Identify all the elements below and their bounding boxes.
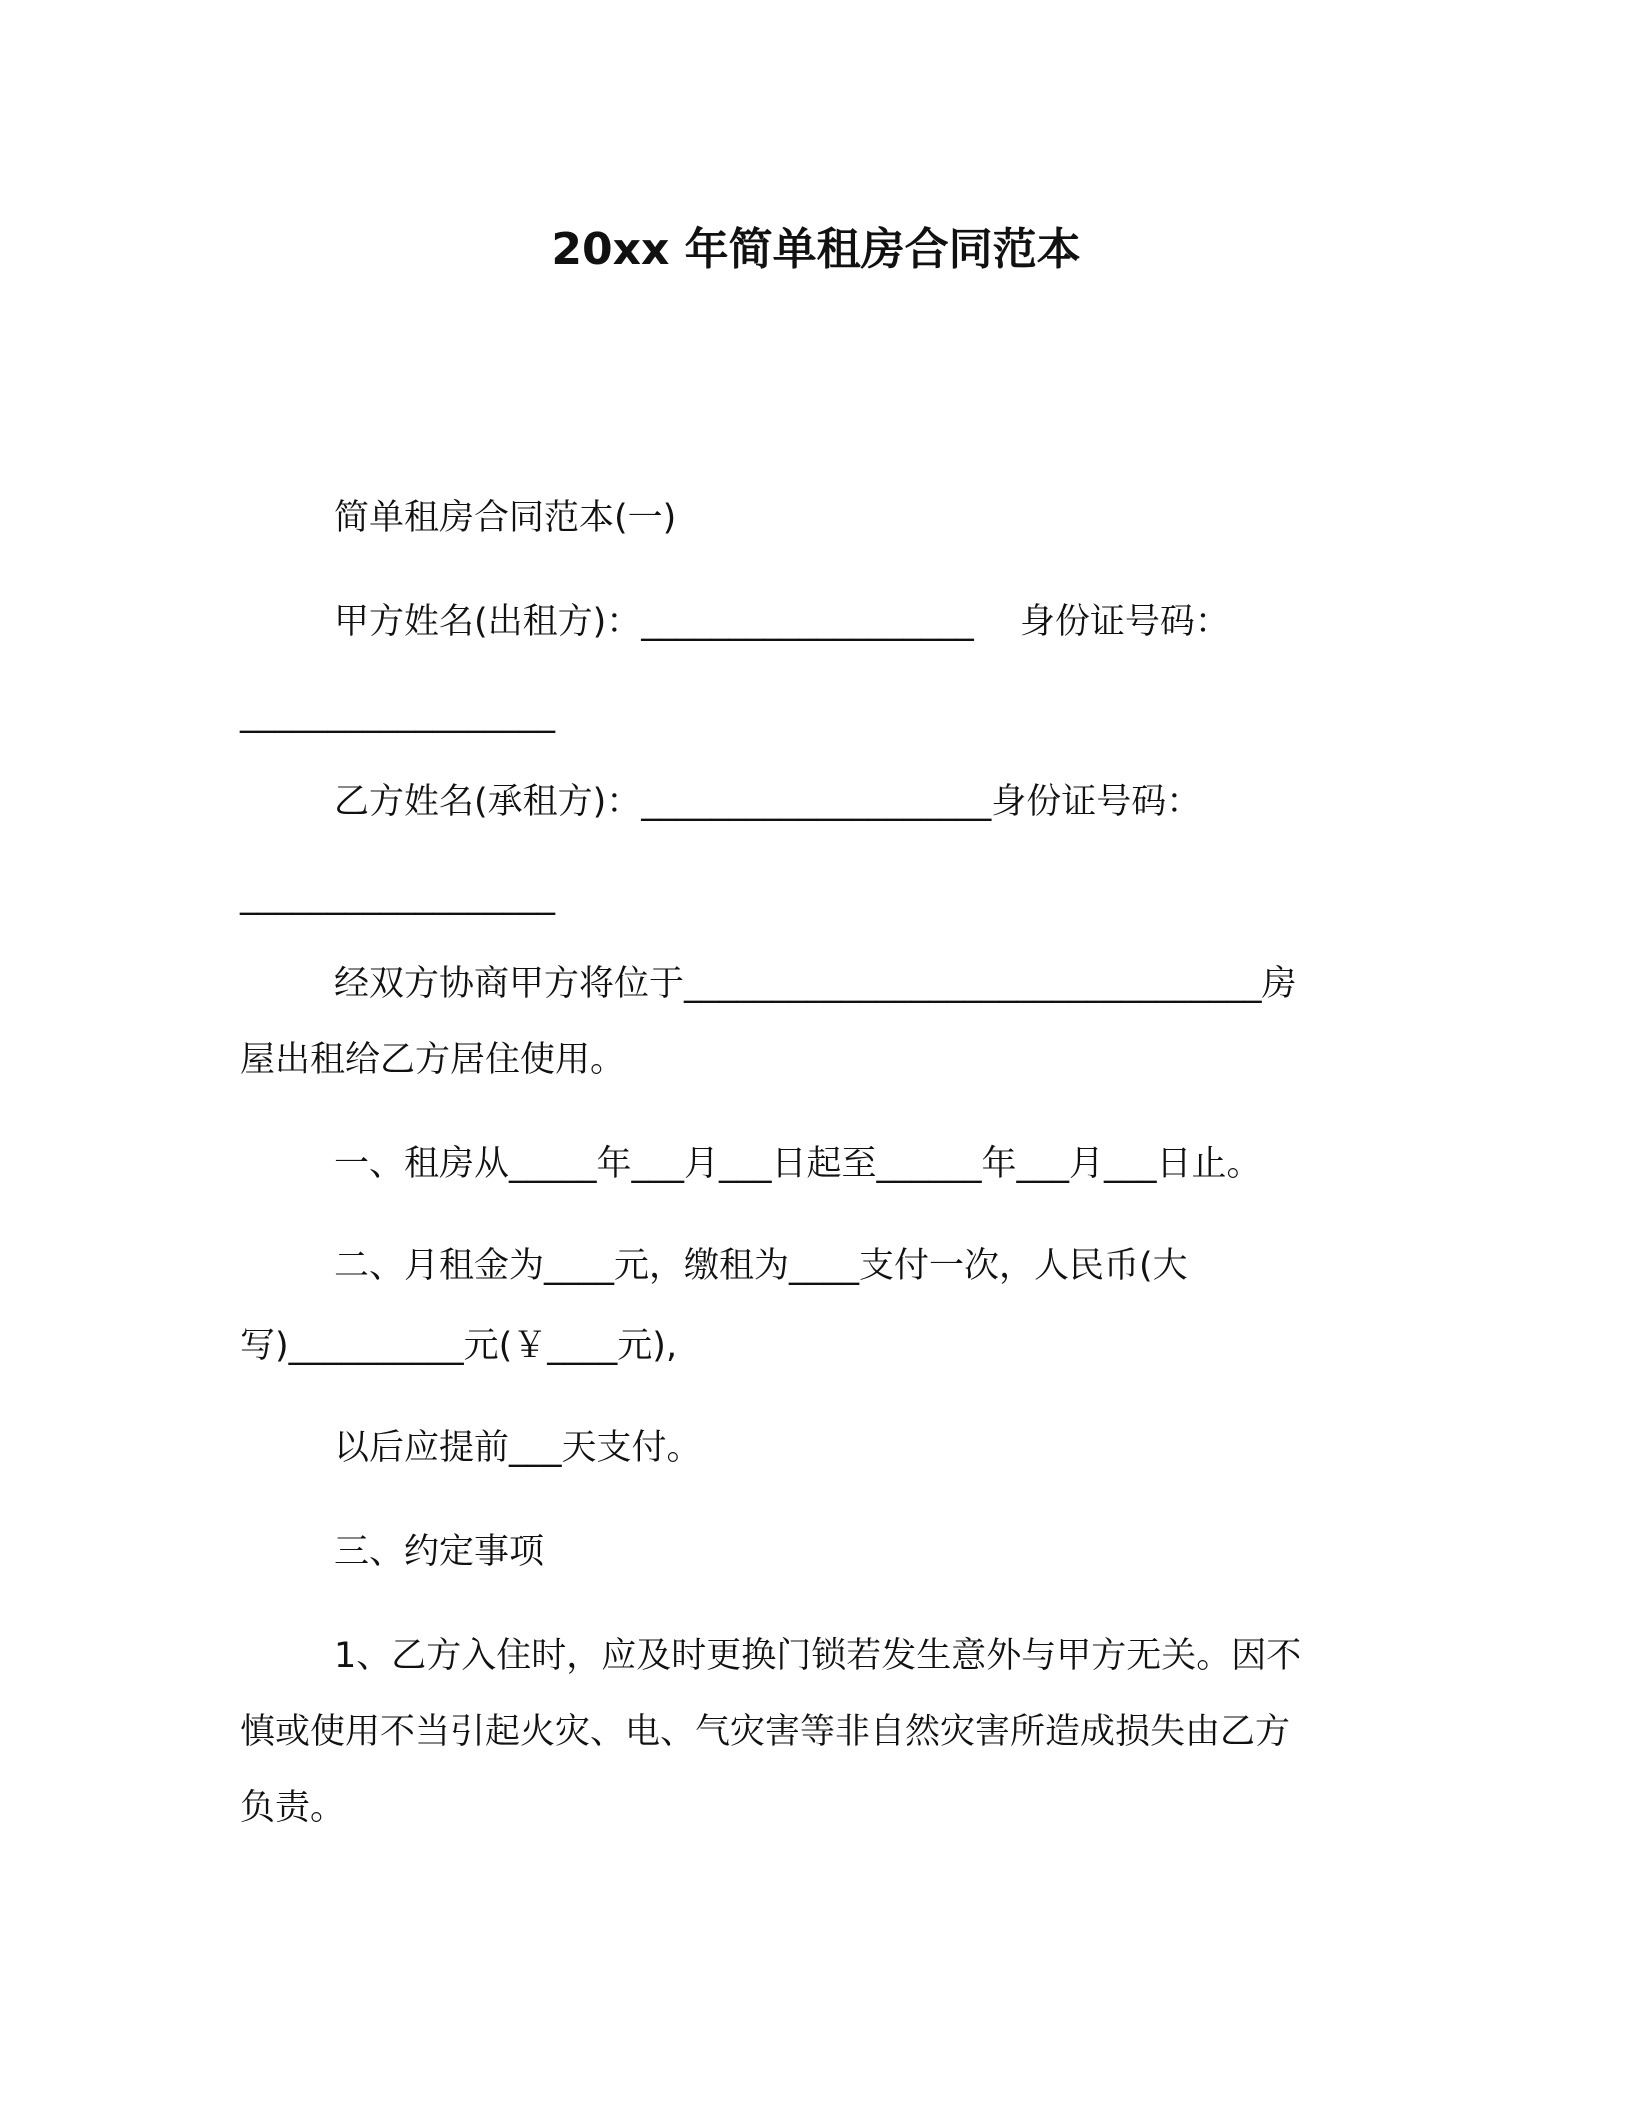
document-title: 20xx 年简单租房合同范本 — [551, 224, 1081, 275]
clause-1-line-3: 负责。 — [240, 1788, 346, 1828]
party-b-id-blank: __________________ — [240, 876, 555, 916]
rent-clause: 二、月租金为____元，缴租为____支付一次，人民币(大 — [334, 1246, 1188, 1286]
party-a-id-blank: __________________ — [240, 694, 555, 734]
party-b-line: 乙方姓名(承租方)：____________________身份证号码： — [334, 782, 1202, 822]
clause-1-line-1: 1、乙方入住时，应及时更换门锁若发生意外与甲方无关。因不 — [334, 1636, 1302, 1676]
lease-term-clause: 一、租房从_____年___月___日起至______年___月___日止。 — [334, 1144, 1262, 1184]
agreement-heading: 三、约定事项 — [334, 1532, 545, 1572]
clause-1-line-2: 慎或使用不当引起火灾、电、气灾害等非自然灾害所造成损失由乙方 — [240, 1712, 1291, 1752]
party-a-line: 甲方姓名(出租方)：___________________ 身份证号码： — [334, 602, 1230, 642]
rent-amount-line: 写)__________元(￥____元), — [240, 1326, 678, 1366]
payment-advance-line: 以后应提前___天支付。 — [334, 1428, 702, 1468]
property-location-line: 经双方协商甲方将位于_________________________________房 — [334, 964, 1297, 1004]
property-usage-line: 屋出租给乙方居住使用。 — [240, 1040, 626, 1080]
contract-subtitle: 简单租房合同范本(一) — [334, 498, 677, 538]
